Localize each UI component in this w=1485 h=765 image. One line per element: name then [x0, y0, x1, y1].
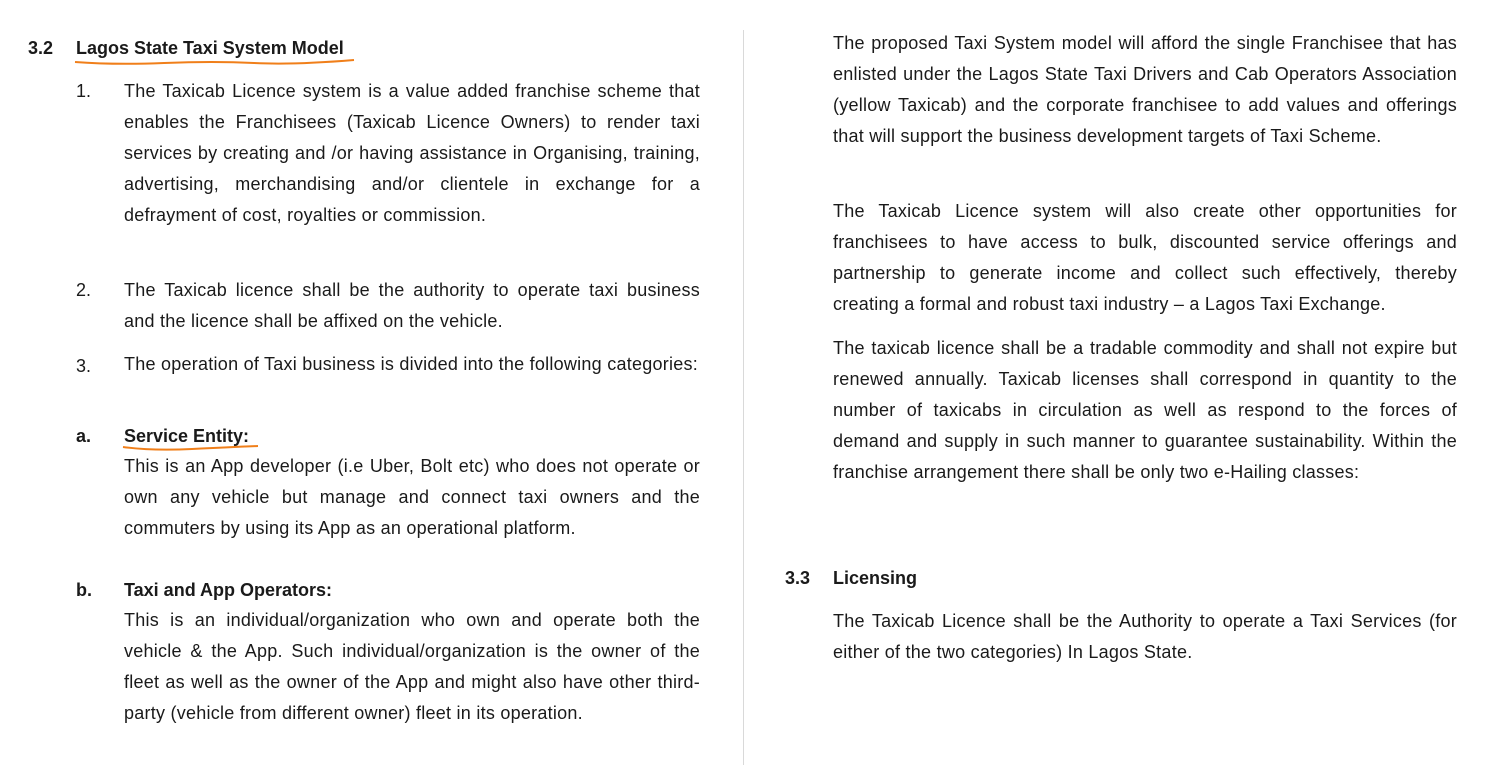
paragraph: The proposed Taxi System model will afford the single Franchisee that has enlisted under the Lagos State Taxi Drivers and Cab Operators Association (yellow Taxicab) and the corporate franchisee to add values and offerings that will support the business development targets of Taxi Scheme.	[833, 33, 1457, 146]
sub-item-heading: Service Entity:	[124, 426, 250, 446]
sub-item-label: b.	[76, 580, 92, 600]
list-item-text: The Taxicab licence shall be the authority to operate taxi business and the licence shall be affixed on the vehicle.	[124, 280, 700, 331]
section-number: 3.2	[28, 38, 54, 58]
paragraph: The Taxicab Licence shall be the Authority to operate a Taxi Services (for either of the two categories) In Lagos State.	[833, 611, 1457, 662]
paragraph: The Taxicab Licence system will also create other opportunities for franchisees to have access to bulk, discounted service offerings and partnership to generate income and collect such effectively, thereby creating a formal and robust taxi industry – a Lagos Taxi Exchange.	[833, 201, 1457, 314]
section-number: 3.3	[785, 568, 811, 588]
sub-item-heading: Taxi and App Operators:	[124, 580, 333, 600]
list-item-label: 2.	[76, 280, 92, 300]
paragraph: The taxicab licence shall be a tradable commodity and shall not expire but renewed annually. Taxicab licenses shall correspond in quantity to the number of taxicabs in circulation as well as respond to the forces of demand and supply in such manner to guarantee sustainability. Within the franchise arrangement there shall be only two e-Hailing classes:	[833, 338, 1457, 482]
list-item-text: The Taxicab Licence system is a value added franchise scheme that enables the Franchisees (Taxicab Licence Owners) to render taxi services by creating and /or having assistance in Organising, training, advertising, merchandising and/or clientele in exchange for a defrayment of cost, royalties or commission.	[124, 81, 700, 225]
list-item-label: 1.	[76, 81, 92, 101]
list-item-label: 3.	[76, 356, 92, 376]
section-title: Licensing	[833, 568, 918, 588]
list-item-text: The operation of Taxi business is divided into the following categories:	[124, 354, 698, 374]
sub-item-text: This is an App developer (i.e Uber, Bolt etc) who does not operate or own any vehicle but manage and connect taxi owners and the commuters by using its App as an operational platform.	[124, 456, 700, 538]
column-divider	[743, 30, 744, 765]
sub-item-text: This is an individual/organization who own and operate both the vehicle & the App. Such individual/organization is the owner of the fleet as well as the owner of the App and might also have other third-party (vehicle from different owner) fleet in its operation.	[124, 610, 700, 723]
sub-item-label: a.	[76, 426, 92, 446]
section-title: Lagos State Taxi System Model	[76, 38, 344, 58]
